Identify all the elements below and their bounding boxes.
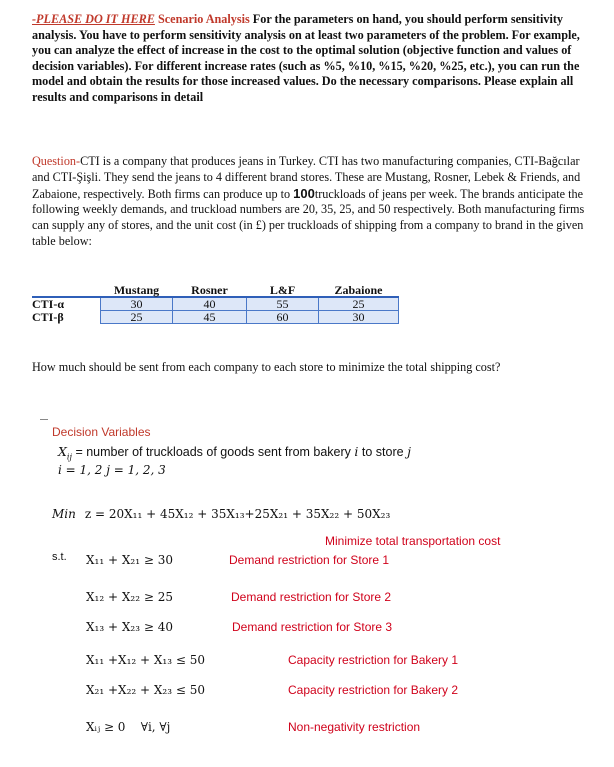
column-header: Rosner — [191, 283, 228, 297]
dv-index-i: i — [354, 444, 359, 459]
constraint-note: Capacity restriction for Bakery 1 — [288, 653, 459, 667]
column-header: Mustang — [113, 283, 160, 297]
table-cell: 40 — [173, 297, 247, 311]
constraint-expression: X₁₃ + X₂₃ ≥ 40 — [86, 620, 173, 634]
constraint-note: Demand restriction for Store 1 — [229, 553, 390, 567]
dv-index-j: j — [407, 444, 411, 459]
column-header: L&F — [269, 283, 296, 297]
question-text-a: CTI is a company that produces jeans in Turkey. CTI has two manufacturing companies, CTI-Bağcılar and CTI-Şişli. They send the jeans to 4 different brand stores. These are Mustang, Rosner, Lebek & Friends, and Zabaione, respectively. Both firms can produce up to — [32, 154, 581, 201]
objective-question: How much should be sent from each company to each store to minimize the total shipping cost? — [32, 360, 501, 374]
subject-to-label: s.t. — [52, 551, 67, 563]
objective-note: Minimize total transportation cost — [325, 534, 501, 548]
constraint-note: Capacity restriction for Bakery 2 — [288, 683, 459, 697]
objective-function — [52, 507, 390, 522]
section-divider — [40, 419, 48, 420]
constraint-note: Demand restriction for Store 2 — [231, 590, 392, 604]
dv-to-store: to store — [361, 445, 404, 459]
question-paragraph — [32, 154, 592, 250]
constraint-expression: Xᵢⱼ ≥ 0 ∀i, ∀j — [86, 720, 171, 734]
table-cell: 60 — [247, 311, 319, 324]
shipping-cost-table — [32, 284, 399, 324]
table-row — [32, 311, 399, 324]
table-cell: 45 — [173, 311, 247, 324]
question-text-b: truckloads of jeans per week. The brands anticipate the following weekly demands, and truckload numbers are 20, 35, 25, and 50 respectively. Both manufacturing firms can supply any of stores, and the unit cost (in £) per truckloads of shipping from a company to brand in the given table below: — [32, 186, 585, 248]
table-cell: 55 — [247, 297, 319, 311]
table-row — [32, 297, 399, 311]
constraint-expression: X₁₁ +X₁₂ + X₁₃ ≤ 50 — [86, 653, 205, 667]
column-header: Zabaione — [334, 283, 383, 297]
row-label: CTI-β — [32, 310, 64, 324]
table-cell: 25 — [101, 311, 173, 324]
instruction-text: For the parameters on hand, you should perform sensitivity analysis. You have to perform sensitivity analysis on at least two parameters of the problem. For example, you can analyze the effect of increase in the cost to the optimal solution (objective function and values of decision variables). For different increase rates (such as %5, %10, %15, %20, %25, etc.), you can run the model and obtain the results for those increased values. Do the necessary comparisons. Please explain all results and comparisons in detail — [32, 12, 580, 104]
instruction-lead: -PLEASE DO IT HERE — [32, 12, 155, 26]
instruction-paragraph — [32, 12, 587, 106]
table-cell: 25 — [319, 297, 399, 311]
decision-variable-definition: $X_{ij}$ = number of truckloads of goods sent from bakery i to store j — [58, 444, 411, 462]
constraint-note: Demand restriction for Store 3 — [232, 620, 393, 634]
question-label: Question- — [32, 154, 81, 168]
constraint-expression: X₁₁ + X₂₁ ≥ 30 — [86, 553, 173, 567]
min-label: Min — [52, 507, 76, 521]
constraint-expression: X₂₁ +X₂₂ + X₂₃ ≤ 50 — [86, 683, 205, 697]
table-header-row — [32, 284, 399, 297]
capacity-value: 100 — [293, 185, 315, 201]
scenario-analysis-tag: Scenario Analysis — [157, 12, 250, 26]
table-cell: 30 — [101, 297, 173, 311]
objective-expression: z = 20X₁₁ + 45X₁₂ + 35X₁₃+25X₂₁ + 35X₂₂ + 50X₂₃ — [84, 507, 391, 521]
constraint-note: Non-negativity restriction — [288, 720, 421, 734]
index-range: i = 1, 2 j = 1, 2, 3 — [58, 463, 166, 477]
decision-variables-title: Decision Variables — [52, 425, 151, 439]
table-cell: 30 — [319, 311, 399, 324]
dv-def-text: = number of truckloads of goods sent from bakery — [75, 445, 351, 459]
constraint-expression: X₁₂ + X₂₂ ≥ 25 — [86, 590, 173, 604]
row-label: CTI-α — [32, 297, 65, 312]
